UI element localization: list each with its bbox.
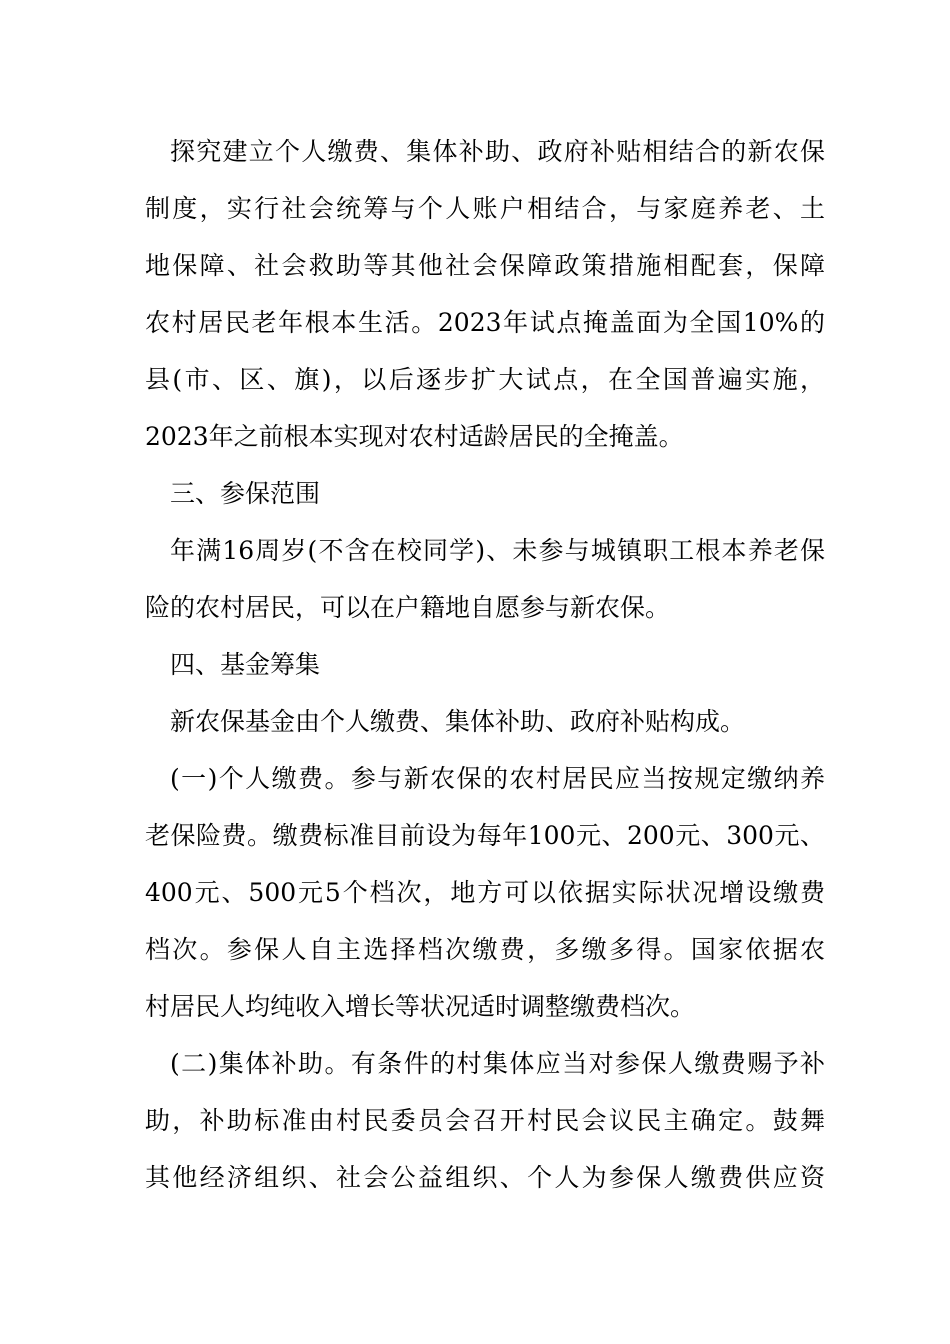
text-line-3: 地保障、社会救助等其他社会保障政策措施相配套，保障 xyxy=(145,251,825,280)
text-line-12: (一)个人缴费。参与新农保的农村居民应当按规定缴纳养 xyxy=(170,764,825,793)
text-line-13: 老保险费。缴费标准目前设为每年100元、200元、300元、 xyxy=(145,821,825,850)
text-line-4: 农村居民老年根本生活。2023年试点掩盖面为全国10%的 xyxy=(145,308,825,337)
section-heading-3: 三、参保范围 xyxy=(170,479,321,508)
text-line-6: 2023年之前根本实现对农村适龄居民的全掩盖。 xyxy=(145,422,684,451)
text-line-9: 险的农村居民，可以在户籍地自愿参与新农保。 xyxy=(145,593,671,622)
text-line-18: 助，补助标准由村民委员会召开村民会议民主确定。鼓舞 xyxy=(145,1106,825,1135)
text-line-16: 村居民人均纯收入增长等状况适时调整缴费档次。 xyxy=(145,992,696,1021)
text-line-5: 县(市、区、旗)，以后逐步扩大试点，在全国普遍实施， xyxy=(145,365,825,394)
text-line-1: 探究建立个人缴费、集体补助、政府补贴相结合的新农保 xyxy=(170,137,825,166)
text-line-2: 制度，实行社会统筹与个人账户相结合，与家庭养老、土 xyxy=(145,194,825,223)
text-line-14: 400元、500元5个档次，地方可以依据实际状况增设缴费 xyxy=(145,878,825,907)
text-line-11: 新农保基金由个人缴费、集体补助、政府补贴构成。 xyxy=(170,707,746,736)
text-line-17: (二)集体补助。有条件的村集体应当对参保人缴费赐予补 xyxy=(170,1049,825,1078)
text-line-15: 档次。参保人自主选择档次缴费，多缴多得。国家依据农 xyxy=(145,935,825,964)
text-line-19: 其他经济组织、社会公益组织、个人为参保人缴费供应资 xyxy=(145,1163,825,1192)
text-line-8: 年满16周岁(不含在校同学)、未参与城镇职工根本养老保 xyxy=(170,536,825,565)
section-heading-4: 四、基金筹集 xyxy=(170,650,321,679)
